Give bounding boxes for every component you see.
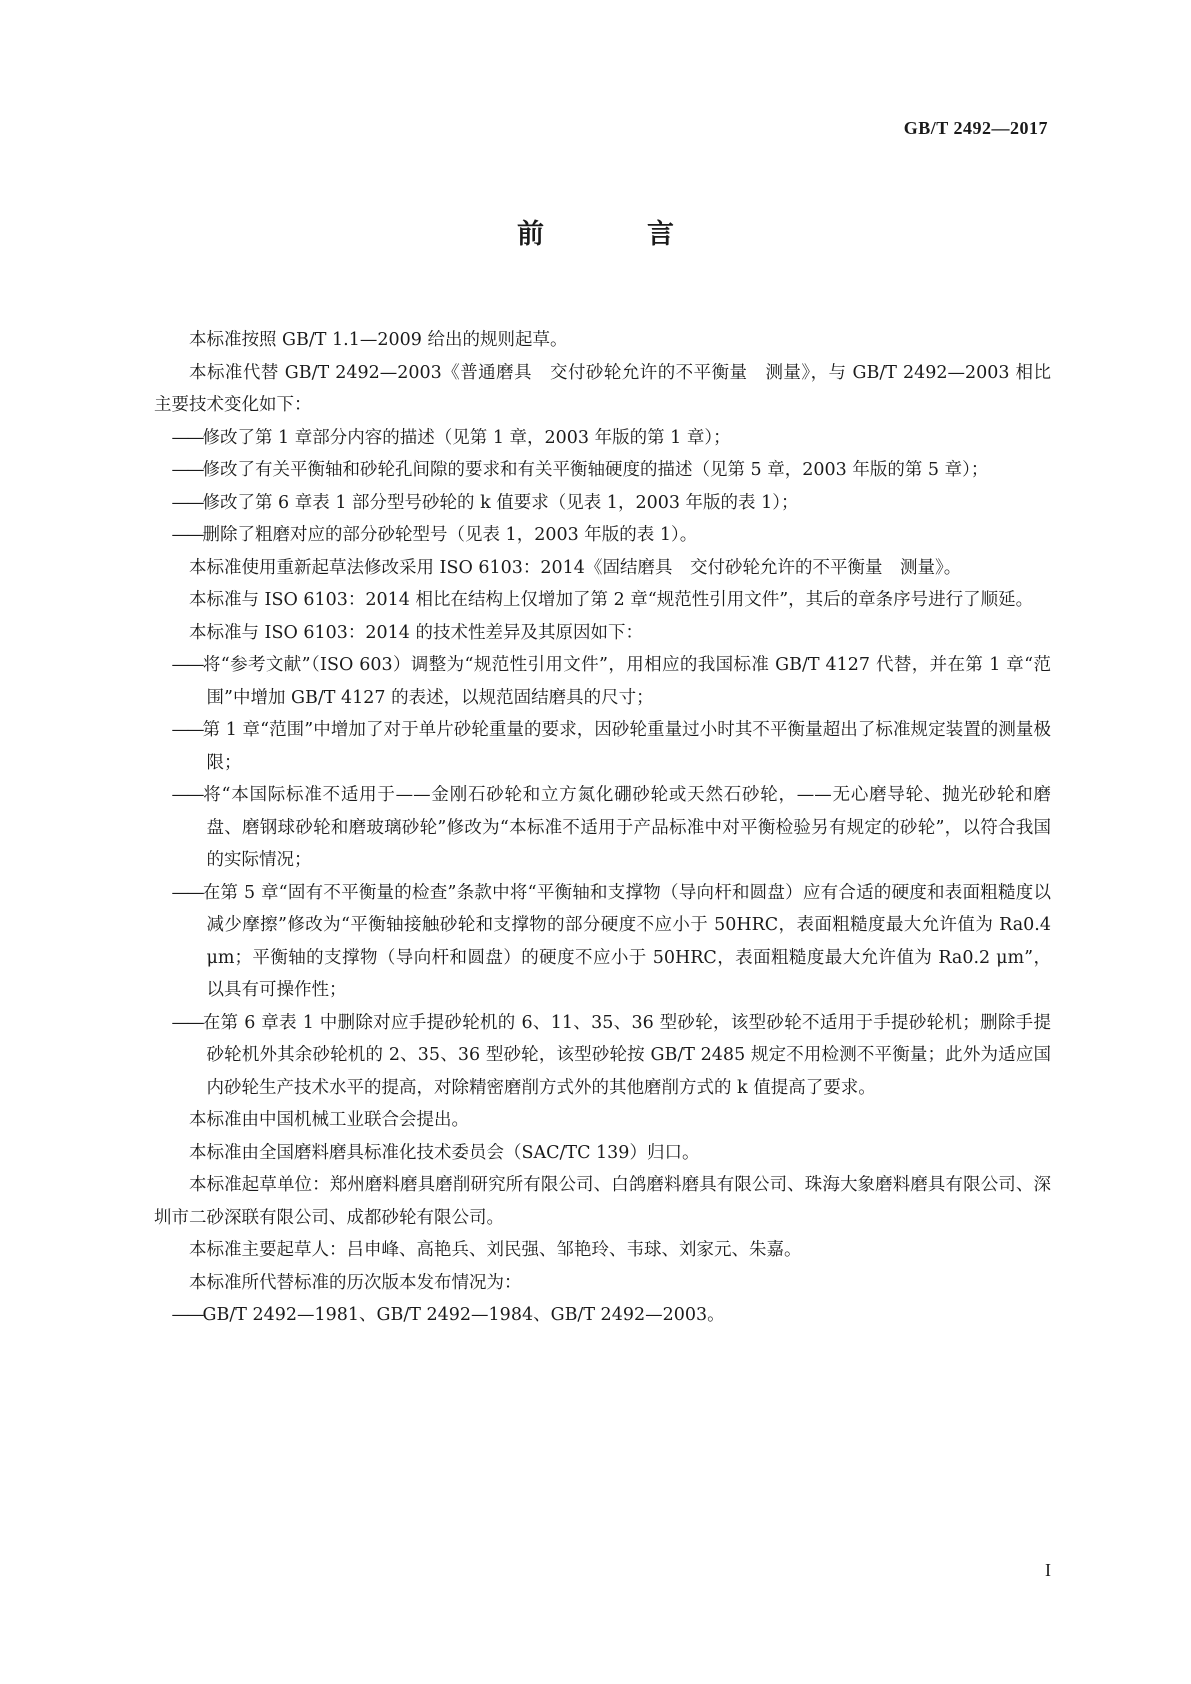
document-code-header: GB/T 2492—2017 bbox=[903, 118, 1048, 138]
list-item-text: GB/T 2492—1981、GB/T 2492—1984、GB/T 2492—2003。 bbox=[202, 1305, 725, 1325]
dash-marker: —— bbox=[171, 492, 203, 513]
dash-marker: —— bbox=[171, 720, 203, 740]
paragraph: 本标准使用重新起草法修改采用 ISO 6103：2014《固结磨具 交付砂轮允许的不平衡量 测量》。 bbox=[189, 557, 962, 578]
list-item-text: 在第 6 章表 1 中删除对应手提砂轮机的 6、11、35、36 型砂轮，该型砂轮不适用于手提砂轮机；删除手提砂轮机外其余砂轮机的 2、35、36 型砂轮，该型砂轮按 GB/T 2485 规定不用检测不平衡量；此外为适应国内砂轮生产技术水平的提高，对除精密磨削方式外的其他磨削方式的 k 值提高了要求。 bbox=[202, 1012, 1051, 1098]
paragraph: 本标准由中国机械工业联合会提出。 bbox=[189, 1110, 469, 1130]
dash-list-item bbox=[154, 877, 1051, 1007]
dash-marker: —— bbox=[171, 427, 203, 448]
paragraph: 本标准代替 GB/T 2492—2003《普通磨具 交付砂轮允许的不平衡量 测量》，与 GB/T 2492—2003 相比主要技术变化如下： bbox=[154, 362, 1051, 415]
dash-list-item bbox=[154, 649, 1051, 714]
list-item-text: 修改了第 1 章部分内容的描述（见第 1 章，2003 年版的第 1 章）； bbox=[202, 427, 731, 448]
dash-list-item bbox=[154, 1007, 1051, 1105]
list-item-text: 在第 5 章“固有不平衡量的检查”条款中将“平衡轴和支撑物（导向杆和圆盘）应有合适的硬度和表面粗糙度以减少摩擦”修改为“平衡轴接触砂轮和支撑物的部分硬度不应小于 50HRC，表面粗糙度最大允许值为 Ra0.4 μm；平衡轴的支撑物（导向杆和圆盘）的硬度不应小于 50HRC，表面粗糙度最大允许值为 Ra0.2 μm”，以具有可操作性； bbox=[202, 882, 1051, 1000]
foreword-body bbox=[154, 324, 1051, 1332]
dash-list-item bbox=[154, 779, 1051, 877]
page-title: 前 言 bbox=[517, 219, 712, 250]
page-number: I bbox=[1045, 1560, 1051, 1580]
list-item-text: 修改了第 6 章表 1 部分型号砂轮的 k 值要求（见表 1，2003 年版的表 1）； bbox=[202, 492, 799, 513]
dash-marker: —— bbox=[171, 460, 203, 480]
dash-marker: —— bbox=[171, 655, 203, 675]
dash-list-item bbox=[154, 1299, 1051, 1332]
paragraph: 本标准主要起草人：吕申峰、高艳兵、刘民强、邹艳玲、韦球、刘家元、朱嘉。 bbox=[189, 1240, 802, 1260]
paragraph: 本标准与 ISO 6103：2014 相比在结构上仅增加了第 2 章“规范性引用文件”，其后的章条序号进行了顺延。 bbox=[189, 590, 1034, 610]
paragraph: 本标准起草单位：郑州磨料磨具磨削研究所有限公司、白鸽磨料磨具有限公司、珠海大象磨料磨具有限公司、深圳市二砂深联有限公司、成都砂轮有限公司。 bbox=[154, 1175, 1051, 1228]
dash-marker: —— bbox=[171, 1012, 203, 1033]
dash-list-item bbox=[154, 714, 1051, 779]
paragraph: 本标准按照 GB/T 1.1—2009 给出的规则起草。 bbox=[189, 330, 568, 350]
dash-list-item bbox=[154, 422, 1051, 455]
list-item-text: 修改了有关平衡轴和砂轮孔间隙的要求和有关平衡轴硬度的描述（见第 5 章，2003 年版的第 5 章）； bbox=[202, 460, 989, 480]
dash-marker: —— bbox=[171, 785, 203, 805]
paragraph: 本标准与 ISO 6103：2014 的技术性差异及其原因如下： bbox=[189, 622, 644, 643]
dash-list-item bbox=[154, 487, 1051, 520]
paragraph: 本标准由全国磨料磨具标准化技术委员会（SAC/TC 139）归口。 bbox=[189, 1142, 700, 1163]
paragraph: 本标准所代替标准的历次版本发布情况为： bbox=[189, 1272, 522, 1293]
dash-list-item bbox=[154, 454, 1051, 487]
dash-marker: —— bbox=[171, 525, 203, 545]
list-item-text: 将“参考文献”（ISO 603）调整为“规范性引用文件”，用相应的我国标准 GB/T 4127 代替，并在第 1 章“范围”中增加 GB/T 4127 的表述，以规范固结磨具的尺寸； bbox=[202, 655, 1051, 708]
dash-marker: —— bbox=[171, 1305, 203, 1325]
dash-list-item bbox=[154, 519, 1051, 552]
list-item-text: 将“本国际标准不适用于——金刚石砂轮和立方氮化硼砂轮或天然石砂轮，——无心磨导轮、抛光砂轮和磨盘、磨钢球砂轮和磨玻璃砂轮”修改为“本标准不适用于产品标准中对平衡检验另有规定的砂轮”，以符合我国的实际情况； bbox=[202, 785, 1051, 870]
dash-marker: —— bbox=[171, 882, 203, 903]
list-item-text: 删除了粗磨对应的部分砂轮型号（见表 1，2003 年版的表 1）。 bbox=[202, 525, 698, 545]
list-item-text: 第 1 章“范围”中增加了对于单片砂轮重量的要求，因砂轮重量过小时其不平衡量超出了标准规定装置的测量极限； bbox=[202, 720, 1051, 773]
